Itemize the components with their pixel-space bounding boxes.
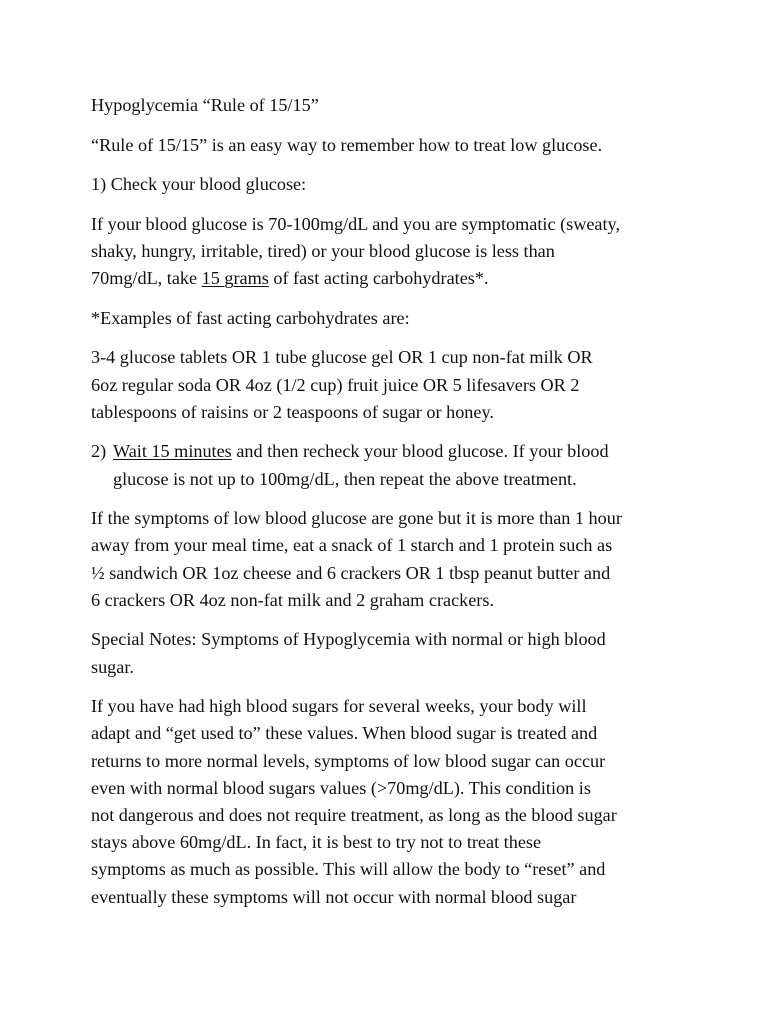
high-sugars-line-4: even with normal blood sugars values (>70mg/dL). This condition is [91,777,591,798]
snack-line-4: 6 crackers OR 4oz non-fat milk and 2 graham crackers. [91,589,494,610]
examples-paragraph [91,344,691,426]
snack-line-3: ½ sandwich OR 1oz cheese and 6 crackers OR 1 tbsp peanut butter and [91,562,611,583]
high-sugars-line-7: symptoms as much as possible. This will allow the body to “reset” and [91,859,606,880]
treatment-line-2: shaky, hungry, irritable, tired) or your blood glucose is less than [91,240,555,261]
step-2-line-1 [113,438,609,465]
treatment-line-3 [91,265,691,292]
treatment-line-3-end: of fast acting carbohydrates*. [268,268,489,289]
examples-line-1: 3-4 glucose tablets OR 1 tube glucose gel OR 1 cup non-fat milk OR [91,347,593,368]
treatment-line-1: If your blood glucose is 70-100mg/dL and you are symptomatic (sweaty, [91,213,621,234]
high-sugars-line-3: returns to more normal levels, symptoms of low blood sugar can occur [91,750,606,771]
high-sugars-line-8: eventually these symptoms will not occur with normal blood sugar [91,886,577,907]
document-title: Hypoglycemia “Rule of 15/15” [91,95,319,115]
document-page [91,92,691,923]
step-2-number: 2) [91,441,107,462]
step-2-body [113,438,609,492]
examples-line-3: tablespoons of raisins or 2 teaspoons of sugar or honey. [91,401,494,422]
wait-15-minutes-underlined: Wait 15 minutes [113,441,232,462]
examples-heading: *Examples of fast acting carbohydrates are: [91,307,410,328]
intro-paragraph: “Rule of 15/15” is an easy way to remember how to treat low glucose. [91,134,603,155]
special-notes-paragraph [91,626,691,680]
high-sugars-line-2: adapt and “get used to” these values. When blood sugar is treated and [91,723,598,744]
step-2-line-2: glucose is not up to 100mg/dL, then repeat the above treatment. [113,468,577,489]
special-notes-line-2: sugar. [91,656,134,677]
examples-line-2: 6oz regular soda OR 4oz (1/2 cup) fruit juice OR 5 lifesavers OR 2 [91,374,580,395]
special-notes-line-1: Special Notes: Symptoms of Hypoglycemia with normal or high blood [91,629,606,650]
high-sugars-paragraph [91,693,691,911]
treatment-line-3-start: 70mg/dL, take [91,268,202,289]
step-2-item [91,438,691,492]
step-2-line-1-rest: and then recheck your blood glucose. If your blood [231,441,609,462]
snack-line-1: If the symptoms of low blood glucose are gone but it is more than 1 hour [91,508,622,529]
step-1-heading: 1) Check your blood glucose: [91,174,307,195]
high-sugars-line-6: stays above 60mg/dL. In fact, it is best to try not to treat these [91,832,542,853]
snack-paragraph [91,505,691,614]
high-sugars-line-5: not dangerous and does not require treatment, as long as the blood sugar [91,804,617,825]
snack-line-2: away from your meal time, eat a snack of 1 starch and 1 protein such as [91,535,613,556]
fifteen-grams-underlined: 15 grams [201,268,269,289]
high-sugars-line-1: If you have had high blood sugars for several weeks, your body will [91,696,587,717]
treatment-paragraph [91,211,691,293]
